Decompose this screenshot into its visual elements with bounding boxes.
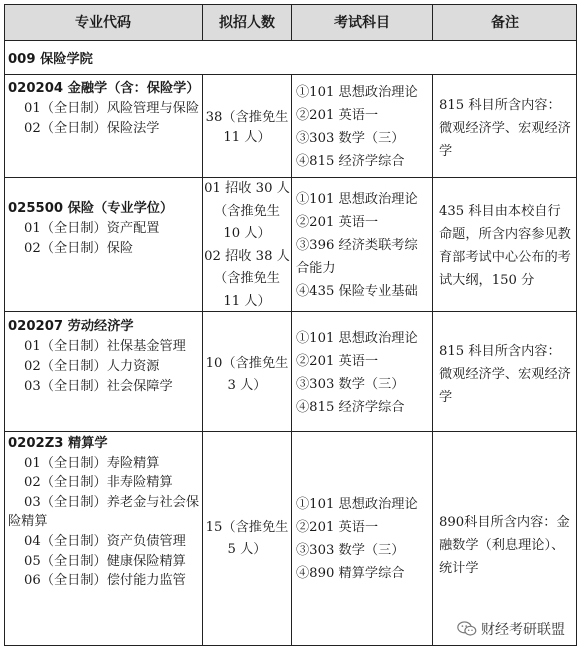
subject: ③303 数学（三） bbox=[296, 543, 405, 558]
header-major-code: 专业代码 bbox=[4, 4, 202, 40]
quota-line: 10（含推免生 bbox=[205, 356, 289, 371]
quota-line: 11 人） bbox=[223, 293, 271, 309]
subject: ④815 经济学综合 bbox=[296, 400, 405, 415]
direction: 02（全日制）保险法学 bbox=[24, 121, 160, 136]
subject: ④890 精算学综合 bbox=[296, 566, 405, 581]
rule bbox=[576, 4, 577, 646]
note-cell: 890科目所含内容：金融数学（利息理论）、统计学 bbox=[439, 515, 570, 576]
quota-line: （含推免生 bbox=[214, 271, 280, 286]
subjects-cell bbox=[296, 81, 432, 177]
direction: 06（全日制）偿付能力监管 bbox=[24, 573, 186, 589]
direction: 01（全日制）寿险精算 bbox=[24, 455, 160, 471]
quota-line: 5 人） bbox=[227, 542, 267, 557]
direction: 03（全日制）养老金与社会保险精算 bbox=[8, 494, 200, 530]
subject: ②201 英语一 bbox=[296, 354, 379, 369]
subject: ④815 经济学综合 bbox=[296, 154, 405, 169]
quota-cell bbox=[203, 353, 291, 403]
quota-line: 3 人） bbox=[227, 378, 267, 393]
quota-cell bbox=[203, 178, 291, 310]
direction: 04（全日制）资产负债管理 bbox=[24, 533, 186, 549]
direction: 01（全日制）风险管理与保险 bbox=[24, 101, 200, 116]
subject: ①101 思想政治理论 bbox=[296, 85, 418, 100]
direction: 03（全日制）社会保障学 bbox=[24, 379, 173, 394]
quota-line: （含推免生 bbox=[214, 203, 280, 219]
header-subjects: 考试科目 bbox=[292, 4, 432, 40]
subject: ③303 数学（三） bbox=[296, 377, 405, 392]
major-name: 020204 金融学（含：保险学） bbox=[8, 81, 200, 96]
note-cell: 815 科目所含内容：微观经济学、宏观经济学 bbox=[439, 344, 571, 405]
subject: ③303 数学（三） bbox=[296, 131, 405, 146]
rule bbox=[202, 74, 203, 646]
admission-table bbox=[4, 4, 577, 646]
watermark bbox=[457, 619, 565, 639]
direction: 02（全日制）人力资源 bbox=[24, 359, 160, 374]
table-row bbox=[8, 79, 200, 179]
subjects-cell bbox=[296, 327, 432, 423]
subjects-cell bbox=[296, 493, 432, 589]
rule bbox=[432, 74, 433, 646]
subject: ①101 思想政治理论 bbox=[296, 192, 418, 207]
quota-line: 38（含推免生 bbox=[205, 110, 289, 125]
rule bbox=[432, 4, 433, 41]
wechat-icon bbox=[457, 620, 477, 638]
direction: 02（全日制）保险 bbox=[24, 241, 134, 256]
rule bbox=[4, 4, 5, 646]
major-name: 025500 保险（专业学位） bbox=[8, 201, 174, 216]
header-notes: 备注 bbox=[433, 4, 577, 40]
direction: 02（全日制）非寿险精算 bbox=[24, 475, 173, 491]
subject: ①101 思想政治理论 bbox=[296, 331, 418, 346]
quota-cell bbox=[203, 108, 291, 168]
direction: 01（全日制）社保基金管理 bbox=[24, 339, 186, 354]
quota-line: 15（含推免生 bbox=[205, 520, 289, 535]
subject: ④435 保险专业基础 bbox=[296, 284, 418, 299]
subject: ②201 英语一 bbox=[296, 108, 379, 123]
major-name: 020207 劳动经济学 bbox=[8, 319, 134, 334]
header-quota: 拟招人数 bbox=[203, 4, 291, 40]
major-name: 0202Z3 精算学 bbox=[8, 436, 108, 451]
quota-line: 01 招收 30 人 bbox=[204, 181, 290, 196]
table-row bbox=[8, 317, 200, 427]
quota-cell bbox=[203, 517, 291, 567]
table-row bbox=[8, 199, 200, 269]
rule bbox=[202, 4, 203, 41]
quota-line: 10 人） bbox=[223, 226, 271, 241]
quota-line: 02 招收 38 人 bbox=[204, 248, 290, 264]
watermark-text: 财经考研联盟 bbox=[481, 622, 565, 638]
quota-line: 11 人） bbox=[223, 130, 271, 145]
subject: ②201 英语一 bbox=[296, 215, 379, 230]
direction: 01（全日制）资产配置 bbox=[24, 221, 160, 236]
subject: ①101 思想政治理论 bbox=[296, 497, 418, 512]
subjects-cell bbox=[296, 188, 430, 306]
direction: 05（全日制）健康保险精算 bbox=[24, 553, 186, 569]
table-row bbox=[8, 434, 200, 646]
note-cell: 815 科目所含内容：微观经济学、宏观经济学 bbox=[439, 98, 571, 159]
subject: ②201 英语一 bbox=[296, 520, 379, 535]
rule bbox=[291, 74, 292, 646]
subject: ③396 经济类联考综合能力 bbox=[296, 238, 418, 276]
note-cell: 435 科目由本校自行命题，所含内容参见教育部考试中心公布的考试大纲，150 分 bbox=[439, 204, 571, 288]
school-name: 009 保险学院 bbox=[8, 52, 93, 67]
rule bbox=[291, 4, 292, 41]
